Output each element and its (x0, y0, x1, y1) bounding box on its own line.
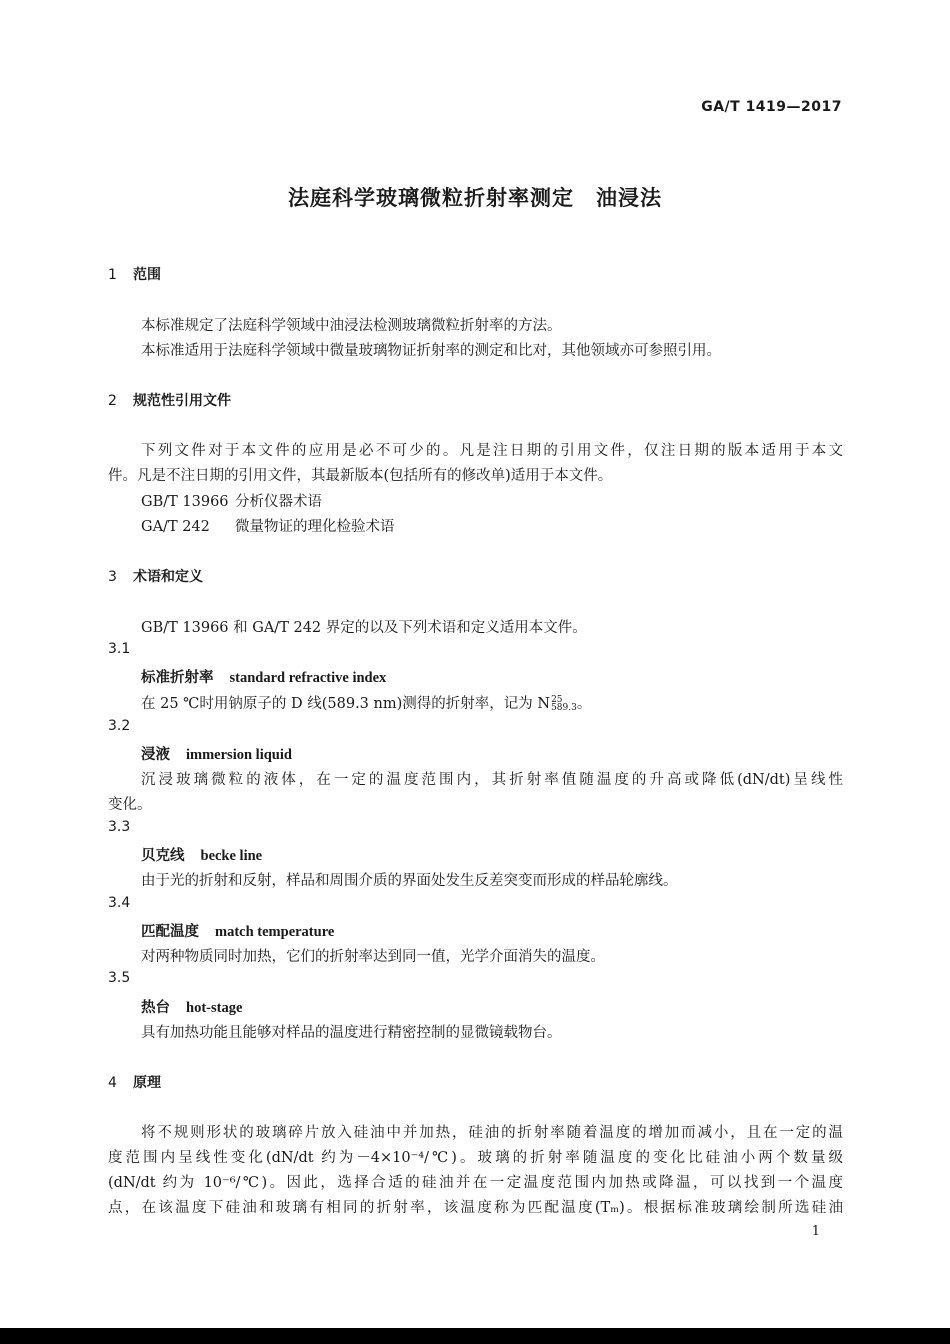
term-en: match temperature (215, 924, 335, 940)
term-zh: 贝克线 (141, 848, 185, 864)
section-heading-2 (108, 390, 231, 410)
paragraph-line: 度范围内呈线性变化(dN/dt 约为－4×10⁻⁴/℃)。玻璃的折射率随温度的变化比硅油小两个数量级 (108, 1150, 843, 1166)
term-zh: 浸液 (141, 747, 170, 763)
term-definition: 由于光的折射和反射，样品和周围介质的界面处发生反差突变而形成的样品轮廓线。 (141, 873, 678, 889)
page-number: 1 (811, 1224, 820, 1239)
term-number: 3.2 (108, 718, 131, 734)
term-definition (141, 692, 591, 713)
term-zh: 标准折射率 (141, 670, 214, 686)
refractive-index-notation (551, 696, 577, 712)
term-zh: 热台 (141, 1000, 170, 1016)
paragraph: 本标准适用于法庭科学领域中微量玻璃物证折射率的测定和比对，其他领域亦可参照引用。 (141, 343, 721, 359)
bottom-border (0, 1328, 950, 1344)
section-heading-3 (108, 566, 203, 586)
term-number: 3.3 (108, 819, 131, 835)
term-heading (141, 920, 334, 941)
section-title: 范围 (133, 267, 161, 283)
document-number: GA/T 1419—2017 (701, 99, 842, 115)
paragraph: 本标准规定了法庭科学领域中油浸法检测玻璃微粒折射率的方法。 (141, 318, 562, 334)
section-number: 2 (108, 393, 117, 409)
section-number: 3 (108, 569, 117, 585)
page-title: 法庭科学玻璃微粒折射率测定 油浸法 (288, 186, 662, 210)
term-definition: 对两种物质同时加热，它们的折射率达到同一值，光学介面消失的温度。 (141, 949, 605, 965)
term-en: immersion liquid (186, 747, 292, 763)
subscript-wavelength: 589.3 (551, 703, 577, 713)
normative-reference (141, 515, 395, 536)
term-heading (141, 996, 242, 1017)
section-number: 4 (108, 1075, 117, 1091)
section-title: 原理 (133, 1075, 161, 1091)
term-heading (141, 743, 292, 764)
term-heading (141, 844, 262, 865)
term-definition: 具有加热功能且能够对样品的温度进行精密控制的显微镜载物台。 (141, 1025, 562, 1041)
term-zh: 匹配温度 (141, 924, 199, 940)
paragraph-line: (dN/dt 约为 10⁻⁶/℃)。因此，选择合适的硅油并在一定温度范围内加热或降温，可以找到一个温度 (108, 1175, 843, 1191)
paragraph-line: 件。凡是不注日期的引用文件，其最新版本(包括所有的修改单)适用于本文件。 (108, 468, 613, 484)
section-heading-4 (108, 1072, 161, 1092)
term-number: 3.5 (108, 970, 131, 986)
paragraph-line: 下列文件对于本文件的应用是必不可少的。凡是注日期的引用文件，仅注日期的版本适用于本文 (141, 443, 843, 459)
term-number: 3.1 (108, 641, 131, 657)
paragraph-line: 点，在该温度下硅油和玻璃有相同的折射率，该温度称为匹配温度(Tₘ)。根据标准玻璃绘制所选硅油 (108, 1200, 843, 1216)
section-title: 规范性引用文件 (133, 393, 231, 409)
paragraph: GB/T 13966 和 GA/T 242 界定的以及下列术语和定义适用本文件。 (141, 620, 587, 636)
term-heading (141, 666, 386, 687)
section-title: 术语和定义 (133, 569, 203, 585)
section-number: 1 (108, 267, 117, 283)
reference-title: 微量物证的理化检验术语 (235, 519, 395, 535)
term-en: becke line (200, 848, 263, 864)
reference-code: GB/T 13966 (141, 494, 229, 510)
term-definition-line: 变化。 (108, 797, 152, 813)
paragraph-line: 将不规则形状的玻璃碎片放入硅油中并加热，硅油的折射率随着温度的增加而减小，且在一定的温 (141, 1125, 843, 1141)
normative-reference (141, 490, 322, 511)
reference-title: 分析仪器术语 (235, 494, 322, 510)
term-en: hot-stage (186, 1000, 243, 1016)
definition-end: 。 (576, 696, 592, 712)
term-number: 3.4 (108, 895, 131, 911)
superscript-temperature: 25 (551, 695, 563, 705)
section-heading-1 (108, 264, 161, 284)
reference-code: GA/T 242 (141, 519, 210, 535)
term-definition-line: 沉浸玻璃微粒的液体，在一定的温度范围内，其折射率值随温度的升高或降低(dN/dt)呈线性 (141, 772, 843, 788)
definition-text: 在 25 ℃时用钠原子的 D 线(589.3 nm)测得的折射率，记为 N (141, 696, 551, 712)
term-en: standard refractive index (229, 670, 387, 686)
